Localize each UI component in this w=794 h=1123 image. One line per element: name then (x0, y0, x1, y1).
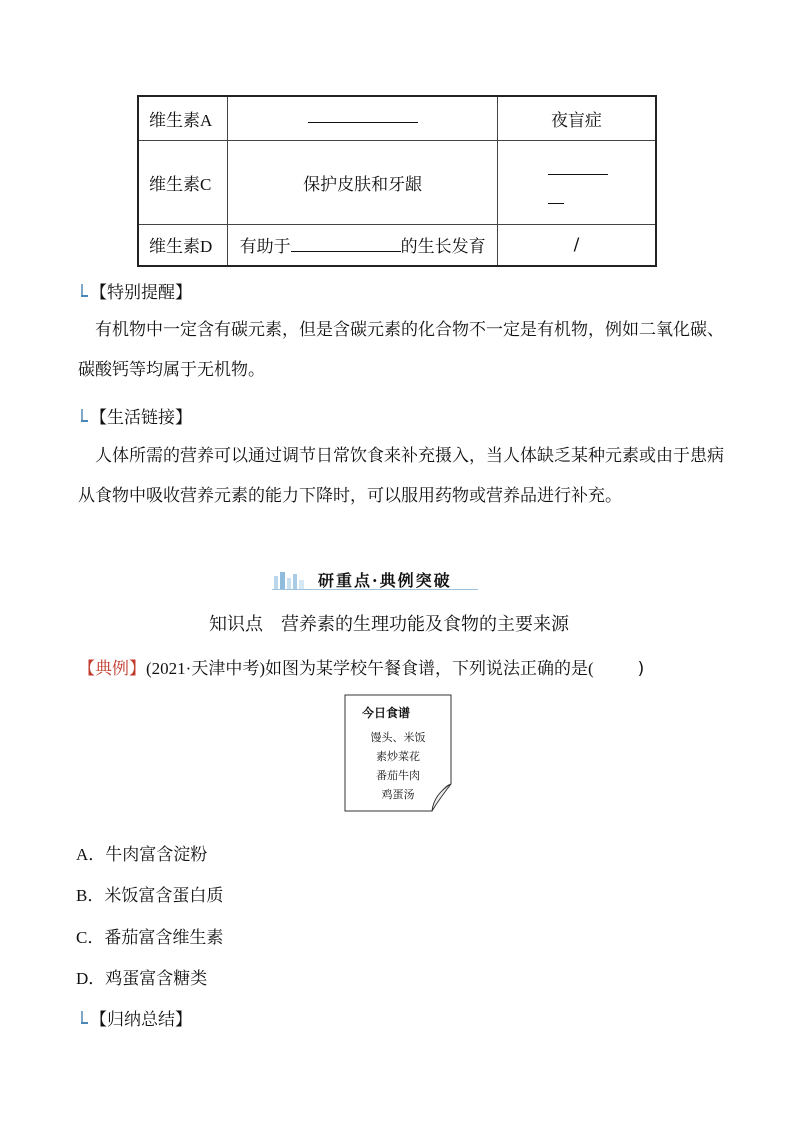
section-banner (272, 568, 492, 592)
option-c: C．番茄富含维生素 (76, 928, 224, 948)
card-title: 今日食谱 (362, 706, 411, 720)
table-row (138, 96, 656, 140)
card-item: 鸡蛋汤 (381, 788, 415, 801)
table-cell-function: 有助于 的生长发育 (228, 224, 498, 266)
table-cell-name: 维生素C (138, 140, 228, 224)
table-row (138, 224, 656, 266)
fill-blank (308, 108, 418, 123)
pin-icon (78, 1011, 88, 1025)
banner-title: 研重点·典例突破 (318, 571, 452, 590)
card-item: 馒头、米饭 (370, 731, 426, 744)
section-life-label: 【生活链接】 (78, 403, 192, 428)
pin-icon (78, 284, 88, 298)
fill-blank (291, 237, 401, 252)
table-cell-name: 维生素A (138, 96, 228, 140)
section-summary-label: 【归纳总结】 (78, 1005, 192, 1030)
section-tip-label: 【特别提醒】 (78, 278, 192, 303)
section-tip-text: 有机物中一定含有碳元素，但是含碳元素的化合物不一定是有机物，例如二氧化碳、碳酸钙等均属于无机物。 (78, 320, 724, 380)
table-cell-disease: / (497, 224, 656, 266)
option-b: B．米饭富含蛋白质 (76, 886, 224, 906)
recipe-card (344, 694, 452, 812)
vitamin-table (137, 95, 657, 267)
card-item: 素炒菜花 (376, 750, 420, 763)
section-life-text: 人体所需的营养可以通过调节日常饮食来补充摄入，当人体缺乏某种元素或由于患病从食物中吸收营养元素的能力下降时，可以服用药物或营养品进行补充。 (78, 446, 724, 506)
example-question: 【典例】(2021·天津中考)如图为某学校午餐食谱，下列说法正确的是( ) (78, 659, 645, 679)
example-label: 【典例】 (78, 659, 146, 679)
knowledge-title: 知识点 营养素的生理功能及食物的主要来源 (209, 614, 569, 635)
building-icon (272, 570, 308, 590)
fill-blank (548, 160, 608, 175)
table-cell-disease: 夜盲症 (497, 96, 656, 140)
card-item: 番茄牛肉 (376, 769, 420, 782)
pin-icon (78, 409, 88, 423)
table-cell-disease (497, 140, 656, 224)
fill-blank (548, 189, 564, 204)
table-row (138, 140, 656, 224)
table-cell-function (228, 96, 498, 140)
table-cell-name: 维生素D (138, 224, 228, 266)
option-d: D．鸡蛋富含糖类 (76, 969, 208, 989)
table-cell-function: 保护皮肤和牙龈 (228, 140, 498, 224)
option-a: A．牛肉富含淀粉 (76, 845, 208, 865)
